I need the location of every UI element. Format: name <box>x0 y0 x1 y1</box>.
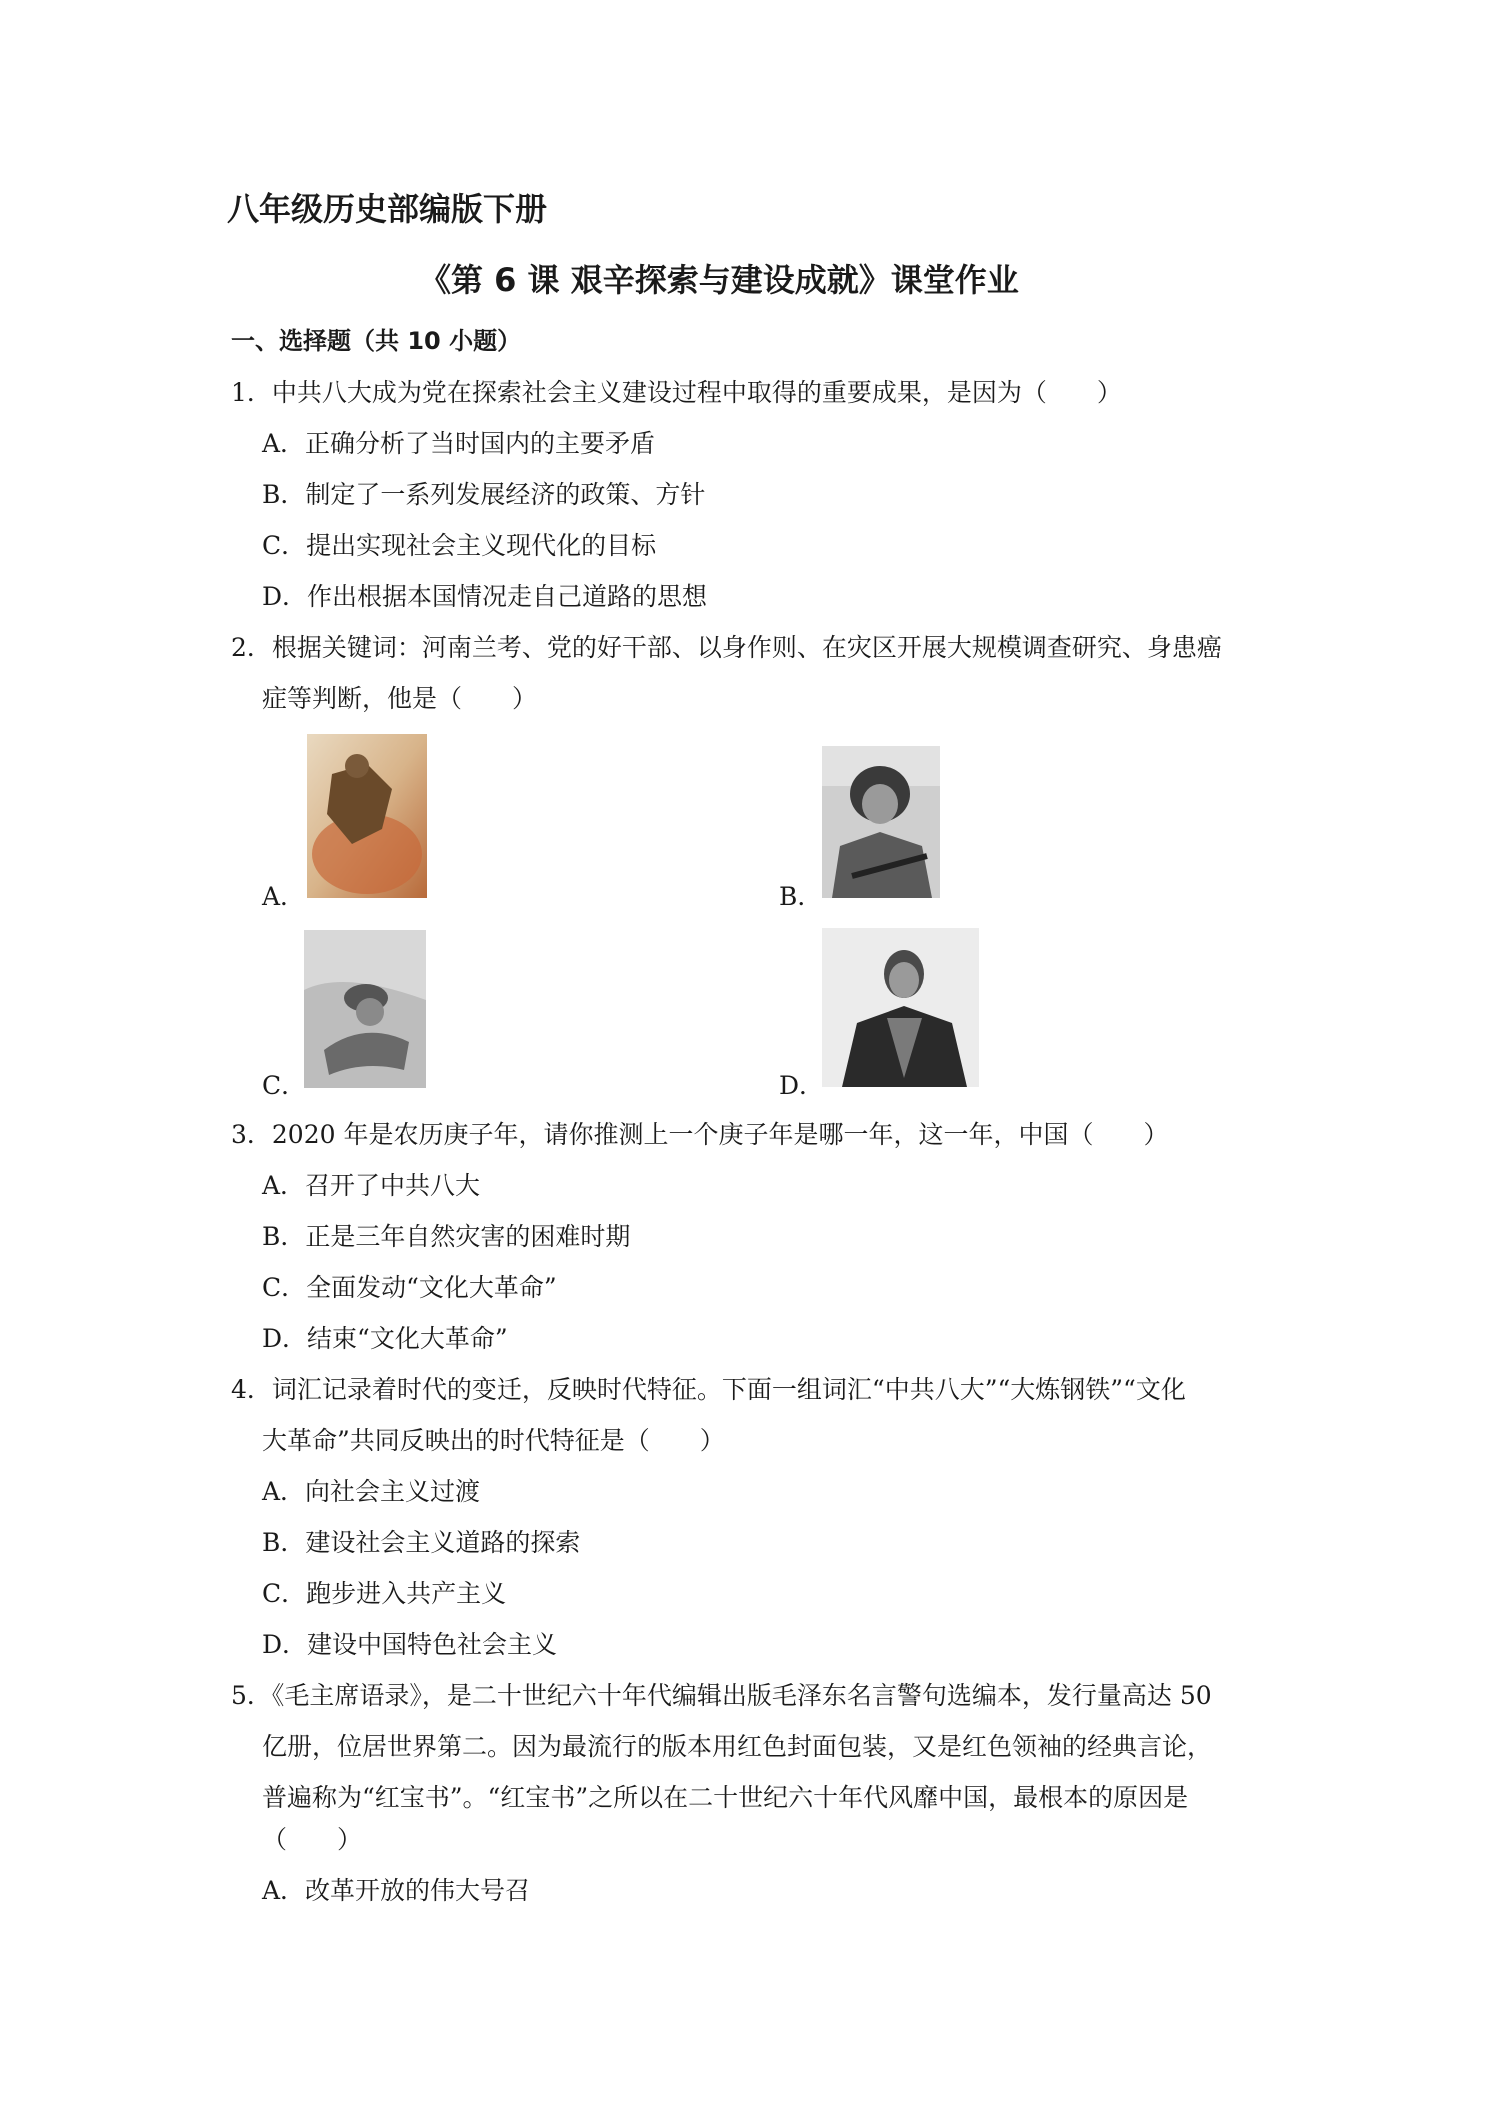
question-2-option-c-label: C． <box>262 1071 307 1100</box>
question-3-stem: 3．2020 年是农历庚子年，请你推测上一个庚子年是哪一年，这一年，中国（ ） <box>231 1120 1169 1149</box>
question-1-option-d: D．作出根据本国情况走自己道路的思想 <box>262 582 708 611</box>
option-d-photo <box>822 928 979 1087</box>
grade-title: 八年级历史部编版下册 <box>227 190 548 228</box>
question-5-stem-line-4: （ ） <box>262 1825 363 1854</box>
question-2-stem-line-2: 症等判断，他是（ ） <box>262 684 538 713</box>
question-5-stem-line-3: 普遍称为“红宝书”。“红宝书”之所以在二十世纪六十年代风靡中国，最根本的原因是 <box>262 1783 1189 1812</box>
question-1-stem: 1．中共八大成为党在探索社会主义建设过程中取得的重要成果，是因为（ ） <box>231 378 1122 407</box>
question-4-option-d: D．建设中国特色社会主义 <box>262 1630 558 1659</box>
question-3-option-d: D．结束“文化大革命” <box>262 1324 508 1353</box>
option-c-photo <box>304 930 426 1088</box>
question-5-stem-line-2: 亿册，位居世界第二。因为最流行的版本用红色封面包装，又是红色领袖的经典言论， <box>262 1732 1213 1761</box>
option-a-photo <box>307 734 427 898</box>
question-5-stem-line-1: 5．《毛主席语录》，是二十世纪六十年代编辑出版毛泽东名言警句选编本，发行量高达 50 <box>231 1681 1212 1710</box>
question-3-option-b: B．正是三年自然灾害的困难时期 <box>262 1222 631 1251</box>
lesson-title: 《第 6 课 艰辛探索与建设成就》课堂作业 <box>419 261 1019 299</box>
question-3-option-c: C．全面发动“文化大革命” <box>262 1273 557 1302</box>
question-1-option-a: A．正确分析了当时国内的主要矛盾 <box>262 429 656 458</box>
question-4-option-c: C．跑步进入共产主义 <box>262 1579 507 1608</box>
question-4-stem-line-2: 大革命”共同反映出的时代特征是（ ） <box>262 1426 725 1455</box>
question-5-option-a: A．改革开放的伟大号召 <box>262 1876 531 1905</box>
question-4-option-b: B．建设社会主义道路的探索 <box>262 1528 581 1557</box>
question-3-option-a: A．召开了中共八大 <box>262 1171 481 1200</box>
question-1-option-c: C．提出实现社会主义现代化的目标 <box>262 531 657 560</box>
question-4-stem-line-1: 4．词汇记录着时代的变迁，反映时代特征。下面一组词汇“中共八大”“大炼钢铁”“文化 <box>231 1375 1186 1404</box>
question-2-stem-line-1: 2．根据关键词：河南兰考、党的好干部、以身作则、在灾区开展大规模调查研究、身患癌 <box>231 633 1222 662</box>
question-2-option-a-label: A． <box>262 882 306 911</box>
question-2-option-d-label: D． <box>779 1071 825 1100</box>
option-b-photo <box>822 746 940 898</box>
section-heading: 一、选择题（共 10 小题） <box>231 327 522 355</box>
question-4-option-a: A．向社会主义过渡 <box>262 1477 481 1506</box>
question-1-option-b: B．制定了一系列发展经济的政策、方针 <box>262 480 706 509</box>
question-2-option-b-label: B． <box>779 882 823 911</box>
